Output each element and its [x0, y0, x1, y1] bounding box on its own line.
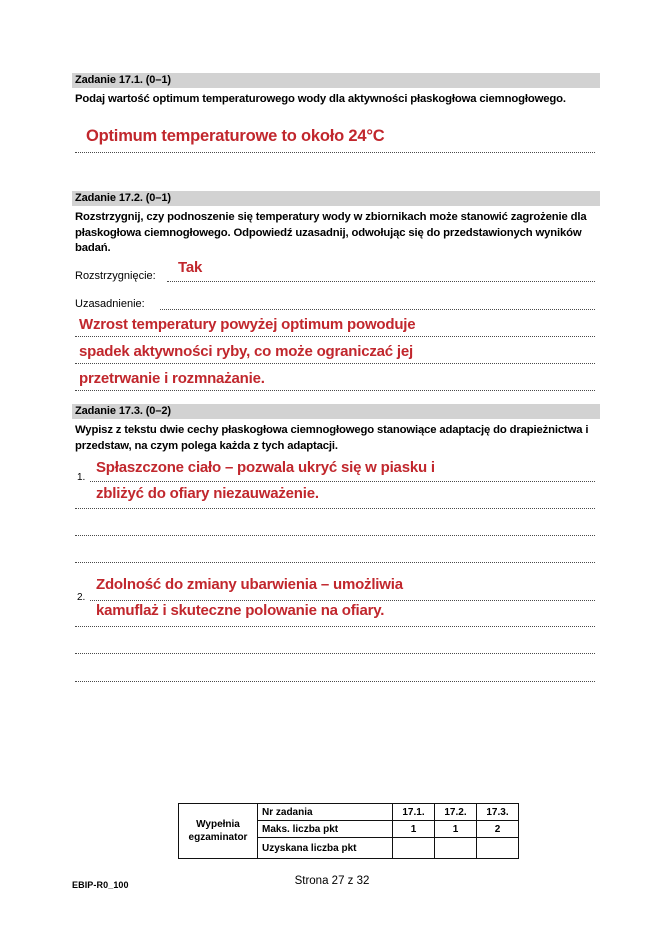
answer-rule-17-3-8[interactable]	[75, 681, 595, 682]
task-header-label: Zadanie 17.1. (0–1)	[75, 74, 171, 86]
justification-rule-3[interactable]	[75, 390, 595, 391]
justification-rule-2[interactable]	[75, 363, 595, 364]
answer-ink-17-3-1-line-2: zbliżyć do ofiary niezauważenie.	[96, 485, 319, 502]
answer-item-number-1: 1.	[77, 472, 86, 483]
examiner-cell-r1c1: 1	[435, 821, 477, 838]
examiner-who-line-1: Wypełnia	[196, 819, 240, 830]
examiner-cell-r0c1: 17.2.	[435, 804, 477, 821]
answer-rule-17-3-1[interactable]	[90, 481, 595, 482]
task-prompt-17-2: Rozstrzygnij, czy podnoszenie się temperatury wody w zbiornikach może stanowić zagrożenie dla płaskogłowa ciemnogłowego. Odpowiedź uzasadnij, odwołując się do przedstawionych wyników badań.	[75, 211, 587, 254]
task-header-17-1	[72, 73, 600, 88]
task-header-17-2	[72, 191, 600, 206]
answer-ink-17-3-2-line-2: kamuflaż i skuteczne polowanie na ofiary.	[96, 602, 385, 619]
answer-rule-17-3-5[interactable]	[90, 600, 595, 601]
examiner-cell-r0c0: 17.1.	[393, 804, 435, 821]
answer-rule-17-3-6[interactable]	[75, 626, 595, 627]
footer-page-number: Strona 27 z 32	[294, 875, 370, 887]
task-header-label: Zadanie 17.3. (0–2)	[75, 405, 171, 417]
decision-label: Rozstrzygnięcie:	[75, 270, 156, 282]
task-header-17-3	[72, 404, 600, 419]
examiner-cell-r2c1[interactable]	[435, 838, 477, 859]
footer-document-code: EBIP-R0_100	[72, 880, 129, 890]
answer-rule-17-3-7[interactable]	[75, 653, 595, 654]
answer-ink-17-1-line-1: Optimum temperaturowe to około 24°C	[86, 127, 385, 145]
examiner-row-label-1: Maks. liczba pkt	[258, 821, 393, 838]
examiner-table	[178, 803, 519, 859]
examiner-cell-r0c2: 17.3.	[477, 804, 519, 821]
examiner-row-label-2: Uzyskana liczba pkt	[258, 838, 393, 859]
justification-ink-line-1: Wzrost temperatury powyżej optimum powoduje	[79, 316, 416, 333]
examiner-row-label-0: Nr zadania	[258, 804, 393, 821]
examiner-who-line-2: egzaminator	[188, 832, 248, 843]
task-prompt-17-3: Wypisz z tekstu dwie cechy płaskogłowa ciemnogłowego stanowiące adaptację do drapieżnictwa i przedstaw, na czym polega każda z tych adaptacji.	[75, 424, 589, 452]
justification-label: Uzasadnienie:	[75, 298, 145, 310]
answer-rule-17-3-2[interactable]	[75, 508, 595, 509]
answer-ink-17-3-2-line-1: Zdolność do zmiany ubarwienia – umożliwia	[96, 576, 403, 593]
justification-rule-0[interactable]	[160, 309, 595, 310]
justification-ink-line-2: spadek aktywności ryby, co może ograniczać jej	[79, 343, 413, 360]
decision-answer-ink: Tak	[178, 259, 203, 276]
examiner-cell-r1c0: 1	[393, 821, 435, 838]
task-prompt-17-1: Podaj wartość optimum temperaturowego wody dla aktywności płaskogłowa ciemnogłowego.	[75, 93, 566, 105]
justification-rule-1[interactable]	[75, 336, 595, 337]
justification-ink-line-3: przetrwanie i rozmnażanie.	[79, 370, 265, 387]
answer-rule-17-1-1[interactable]	[75, 152, 595, 153]
examiner-cell-r2c2[interactable]	[477, 838, 519, 859]
examiner-cell-who	[179, 804, 258, 859]
answer-rule-17-3-3[interactable]	[75, 535, 595, 536]
answer-rule-17-3-4[interactable]	[75, 562, 595, 563]
task-header-label: Zadanie 17.2. (0–1)	[75, 192, 171, 204]
answer-item-number-2: 2.	[77, 592, 86, 603]
examiner-cell-r1c2: 2	[477, 821, 519, 838]
decision-rule[interactable]	[167, 281, 595, 282]
examiner-cell-r2c0[interactable]	[393, 838, 435, 859]
answer-ink-17-3-1-line-1: Spłaszczone ciało – pozwala ukryć się w piasku i	[96, 459, 435, 476]
table-row	[179, 804, 519, 821]
